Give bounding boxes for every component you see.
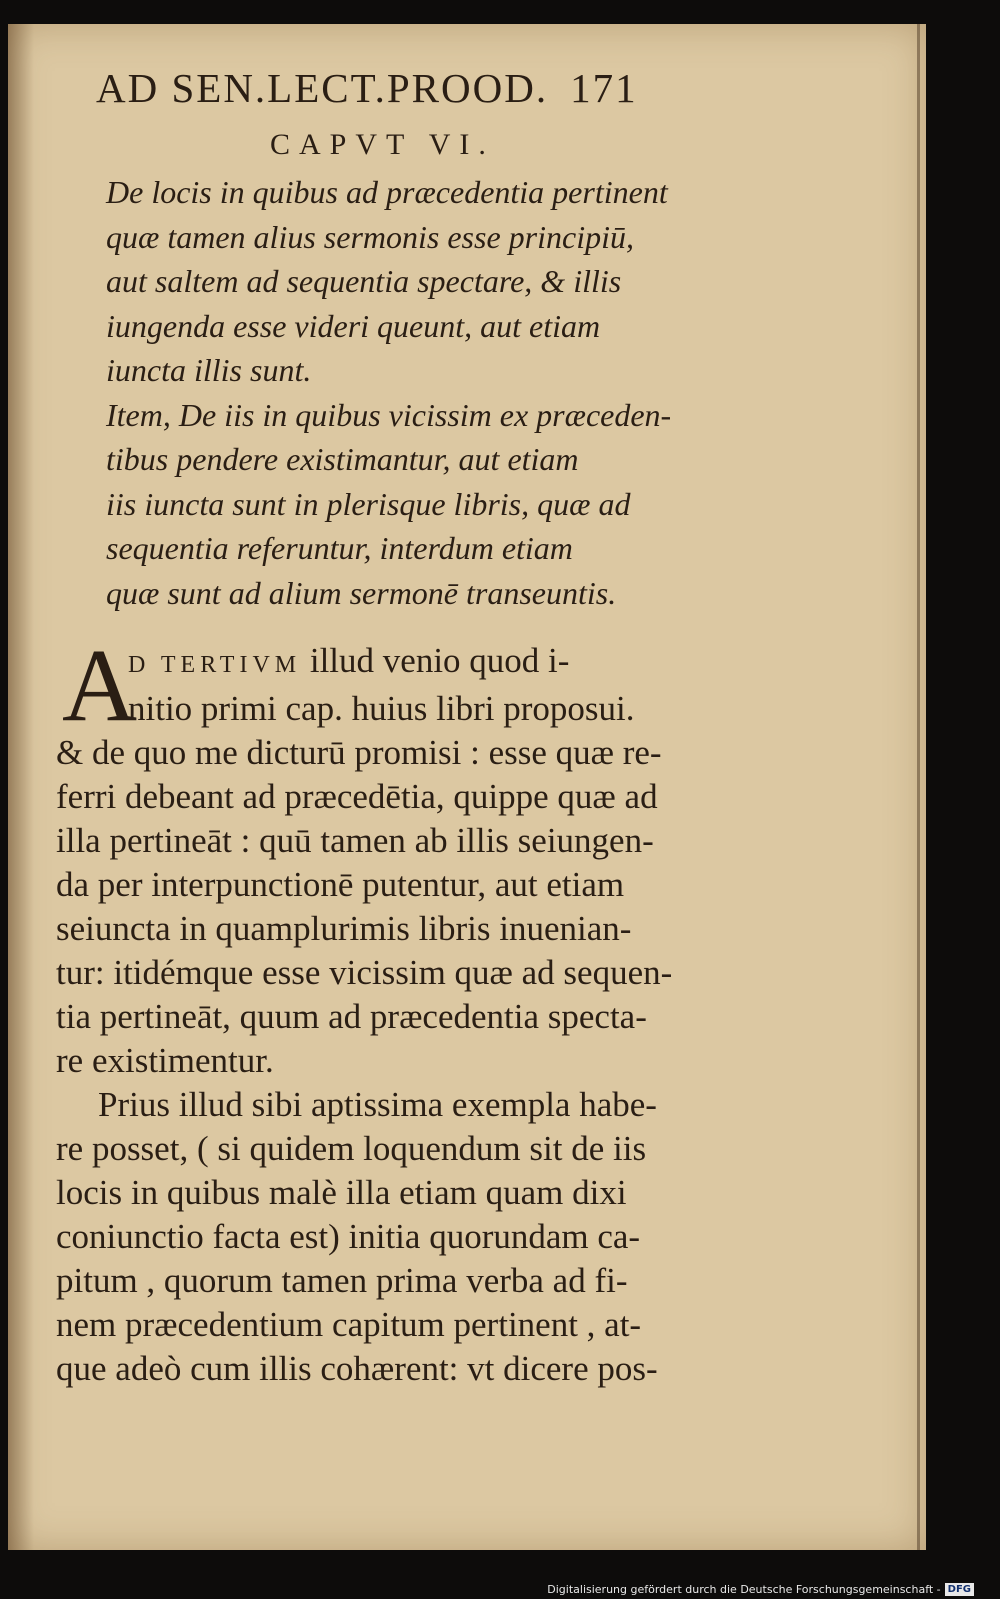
body-line-text: illud venio quod i- bbox=[309, 641, 570, 680]
credit-text: Digitalisierung gefördert durch die Deutsche Forschungsgemeinschaft - bbox=[547, 1583, 941, 1596]
body-line: locis in quibus malè illa etiam quam dixi bbox=[56, 1173, 627, 1212]
summary-line: iuncta illis sunt. bbox=[106, 352, 312, 388]
body-line: re posset, ( si quidem loquendum sit de iis bbox=[56, 1129, 647, 1168]
opening-smallcaps: D TERTIVM bbox=[128, 652, 302, 678]
page-edge bbox=[917, 24, 920, 1550]
digitization-credit bbox=[547, 1583, 974, 1596]
body-line: re existimentur. bbox=[56, 1041, 274, 1080]
summary-line: quæ tamen alius sermonis esse principiū, bbox=[106, 218, 634, 255]
body-line: nitio primi cap. huius libri proposui. bbox=[128, 689, 635, 728]
body-line: pitum , quorum tamen prima verba ad fi- bbox=[56, 1261, 628, 1300]
summary-line: sequentia referuntur, interdum etiam bbox=[106, 530, 573, 566]
running-head-title: AD SEN.LECT.PROOD. bbox=[96, 65, 549, 111]
book-page bbox=[8, 24, 926, 1550]
body-line: nem præcedentium capitum pertinent , at- bbox=[56, 1305, 642, 1344]
chapter-summary bbox=[56, 170, 756, 615]
body-line: ferri debeant ad præcedētia, quippe quæ ad bbox=[56, 777, 658, 816]
chapter-heading: CAPVT VI. bbox=[270, 128, 495, 161]
summary-line: tibus pendere existimantur, aut etiam bbox=[106, 441, 579, 477]
body-line: Prius illud sibi aptissima exempla habe- bbox=[98, 1085, 657, 1124]
page-number: 171 bbox=[570, 65, 638, 111]
summary-line: iis iuncta sunt in plerisque libris, quæ ad bbox=[106, 485, 631, 522]
body-line: da per interpunctionē putentur, aut etiam bbox=[56, 865, 625, 904]
body-line: que adeò cum illis cohærent: vt dicere pos- bbox=[56, 1349, 658, 1388]
summary-line: aut saltem ad sequentia spectare, & illis bbox=[106, 263, 622, 299]
body-line: & de quo me dicturū promisi : esse quæ re- bbox=[56, 733, 662, 772]
summary-paragraph-2 bbox=[56, 393, 766, 616]
spine-shadow bbox=[8, 24, 34, 1550]
dfg-logo: DFG bbox=[945, 1583, 974, 1596]
summary-line: quæ sunt ad alium sermonē transeuntis. bbox=[106, 574, 617, 611]
body-line: illa pertineāt : quū tamen ab illis seiungen- bbox=[56, 821, 654, 860]
summary-line: iungenda esse videri queunt, aut etiam bbox=[106, 307, 601, 344]
drop-capital: A bbox=[62, 628, 138, 743]
summary-line: Item, De iis in quibus vicissim ex præceden- bbox=[106, 396, 672, 433]
body-line: tur: itidémque esse vicissim quæ ad sequen- bbox=[56, 953, 673, 992]
body-line: coniunctio facta est) initia quorundam ca- bbox=[56, 1217, 641, 1256]
body-line bbox=[56, 639, 756, 687]
body-line: tia pertineāt, quum ad præcedentia specta- bbox=[56, 997, 647, 1036]
running-head bbox=[96, 64, 756, 112]
text-block bbox=[56, 64, 756, 1391]
summary-paragraph-1 bbox=[56, 170, 766, 393]
body-text bbox=[56, 628, 756, 1391]
body-line: seiuncta in quamplurimis libris inuenian- bbox=[56, 909, 632, 948]
summary-line: De locis in quibus ad præcedentia pertinent bbox=[106, 174, 668, 210]
